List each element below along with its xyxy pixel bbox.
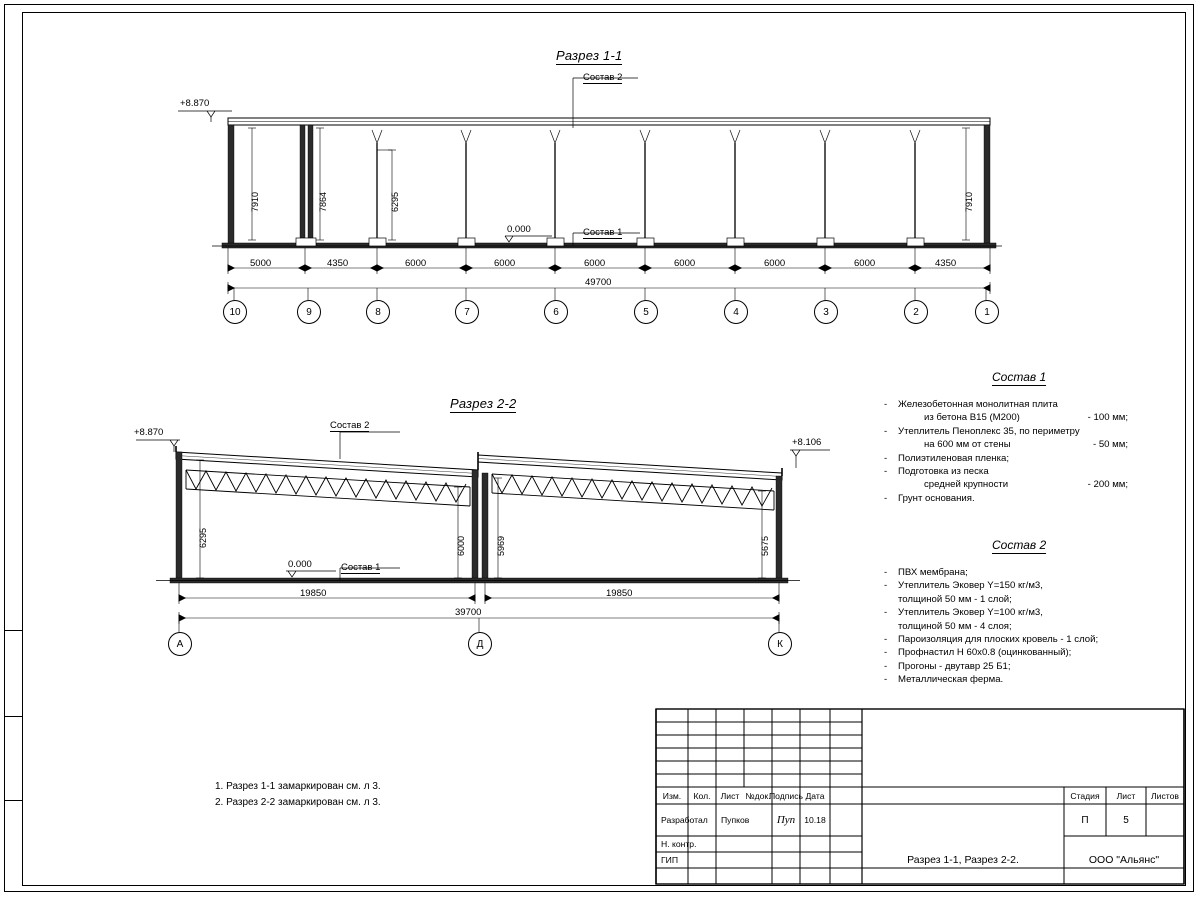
spec-dash: -	[884, 425, 888, 437]
tb-header-kol: Кол.	[693, 790, 711, 801]
section-1-height-4: 7910	[964, 191, 974, 212]
tb-date-0: 10.18	[804, 815, 826, 825]
section-1-title: Разрез 1-1	[556, 48, 623, 63]
spec-dash: -	[884, 634, 888, 646]
axis-marker-k: К	[768, 632, 792, 656]
axis-marker-d: Д	[468, 632, 492, 656]
section-2-zero-level: 0.000	[288, 559, 312, 570]
spec-1-item-3-text2: средней крупности	[924, 479, 1009, 491]
section-2-title: Разрез 2-2	[450, 396, 517, 411]
tb-company: ООО "Альянс"	[1088, 854, 1160, 866]
axis-marker-1: 1	[975, 300, 999, 324]
section-1-span-9: 4350	[935, 258, 957, 269]
spec-dash: -	[884, 674, 888, 686]
spec-dash: -	[884, 580, 888, 592]
section-1-total-dim: 49700	[585, 277, 612, 288]
spec-1-item-0-text2: из бетона В15 (М200)	[924, 412, 1020, 424]
tb-sheet-value: 5	[1123, 814, 1129, 826]
section-1-top-level: +8.870	[180, 98, 210, 109]
spec-1-item-0-value: - 100 мм;	[1087, 412, 1129, 424]
spec-2-item-4-text: Профнастил Н 60х0.8 (оцинкованный);	[898, 647, 1072, 659]
spec-dash: -	[884, 660, 888, 672]
section-1-span-8: 6000	[854, 258, 876, 269]
note-2: 2. Разрез 2-2 замаркирован см. л 3.	[215, 797, 381, 808]
spec-dash: -	[884, 492, 888, 504]
spec-2-item-5-text: Прогоны - двутавр 25 Б1;	[898, 660, 1011, 672]
section-1-span-1: 5000	[250, 258, 272, 269]
spec-2-item-2-text: Утеплитель Эковер Y=100 кг/м3,	[898, 607, 1043, 619]
section-1-span-4: 6000	[494, 258, 516, 269]
tb-header-list: Лист	[720, 790, 740, 801]
spec-1-item-1-text: Утеплитель Пеноплекс 35, по периметру	[898, 425, 1080, 437]
section-2-top-level-right: +8.106	[792, 437, 822, 448]
axis-marker-10: 10	[223, 300, 247, 324]
tb-name-0: Пупков	[721, 815, 750, 825]
tb-header-podpis: Подпись	[769, 790, 804, 801]
spec-dash: -	[884, 452, 888, 464]
section-2-top-level-left: +8.870	[134, 427, 164, 438]
tb-header-ndok: №док.	[745, 790, 771, 801]
tb-stage-value: П	[1081, 814, 1089, 826]
section-1-span-6: 6000	[674, 258, 696, 269]
section-2-height-2: 6000	[456, 535, 466, 556]
tb-role-2: ГИП	[661, 855, 679, 865]
section-2-height-1: 6295	[198, 527, 208, 548]
spec-1-item-2-text: Полиэтиленовая пленка;	[898, 452, 1010, 464]
axis-marker-7: 7	[455, 300, 479, 324]
section-1-callout-bottom: Состав 1	[583, 227, 623, 238]
section-1-height-1: 7910	[250, 191, 260, 212]
spec-1-item-1-text2: на 600 мм от стены	[924, 439, 1011, 451]
section-2-span-2: 19850	[606, 588, 633, 599]
section-1-height-3: 6295	[390, 191, 400, 212]
axis-marker-5: 5	[634, 300, 658, 324]
section-1-span-3: 6000	[405, 258, 427, 269]
spec-2-item-6-text: Металлическая ферма.	[898, 674, 1004, 686]
section-2-height-3: 5969	[496, 535, 506, 556]
section-1-span-5: 6000	[584, 258, 606, 269]
section-1-callout-top: Состав 2	[583, 72, 623, 83]
spec-2-item-2-text2: толщиной 50 мм - 4 слоя;	[898, 620, 1012, 632]
tb-role-1: Н. контр.	[661, 839, 697, 849]
tb-header-stage: Стадия	[1070, 790, 1100, 801]
spec-2-title: Состав 2	[992, 538, 1047, 552]
spec-2-item-1-text2: толщиной 50 мм - 1 слой;	[898, 593, 1012, 605]
spec-2-item-0-text: ПВХ мембрана;	[898, 567, 968, 578]
axis-marker-9: 9	[297, 300, 321, 324]
spec-dash: -	[884, 466, 888, 478]
section-1-span-7: 6000	[764, 258, 786, 269]
section-1-zero-level: 0.000	[507, 224, 531, 235]
section-2-total-dim: 39700	[455, 607, 482, 618]
spec-dash: -	[884, 647, 888, 659]
tb-header-data: Дата	[805, 790, 825, 801]
spec-1-item-3-value: - 200 мм;	[1087, 479, 1129, 491]
spec-1-item-3-text: Подготовка из песка	[898, 466, 989, 478]
note-1: 1. Разрез 1-1 замаркирован см. л 3.	[215, 781, 381, 792]
tb-signature-0: Пуп	[776, 814, 796, 826]
spec-1-item-1-value: - 50 мм;	[1092, 439, 1129, 451]
tb-header-sheets-total: Листов	[1151, 790, 1179, 801]
spec-1-item-4-text: Грунт основания.	[898, 492, 975, 504]
spec-2-item-3-text: Пароизоляция для плоских кровель - 1 слой;	[898, 634, 1099, 646]
section-1-span-2: 4350	[327, 258, 349, 269]
axis-marker-3: 3	[814, 300, 838, 324]
section-1-height-2: 7864	[318, 191, 328, 212]
spec-1-title: Состав 1	[992, 370, 1047, 384]
section-2-callout-bottom: Состав 1	[341, 562, 381, 573]
spec-dash: -	[884, 607, 888, 619]
axis-marker-8: 8	[366, 300, 390, 324]
spec-dash: -	[884, 567, 888, 578]
tb-header-sheet: Лист	[1116, 790, 1136, 801]
axis-marker-4: 4	[724, 300, 748, 324]
section-2-callout-top: Состав 2	[330, 420, 370, 431]
spec-dash: -	[884, 399, 888, 410]
tb-sheets-total-value	[1146, 804, 1184, 836]
spec-1-item-0-text: Железобетонная монолитная плита	[898, 399, 1058, 410]
section-2-span-1: 19850	[300, 588, 327, 599]
tb-role-0: Разработал	[661, 815, 708, 825]
tb-header-izm: Изм.	[662, 790, 682, 801]
axis-marker-a: А	[168, 632, 192, 656]
spec-2-item-1-text: Утеплитель Эковер Y=150 кг/м3,	[898, 580, 1043, 592]
axis-marker-6: 6	[544, 300, 568, 324]
section-2-height-4: 5675	[760, 535, 770, 556]
tb-drawing-name: Разрез 1-1, Разрез 2-2.	[907, 854, 1019, 866]
axis-marker-2: 2	[904, 300, 928, 324]
